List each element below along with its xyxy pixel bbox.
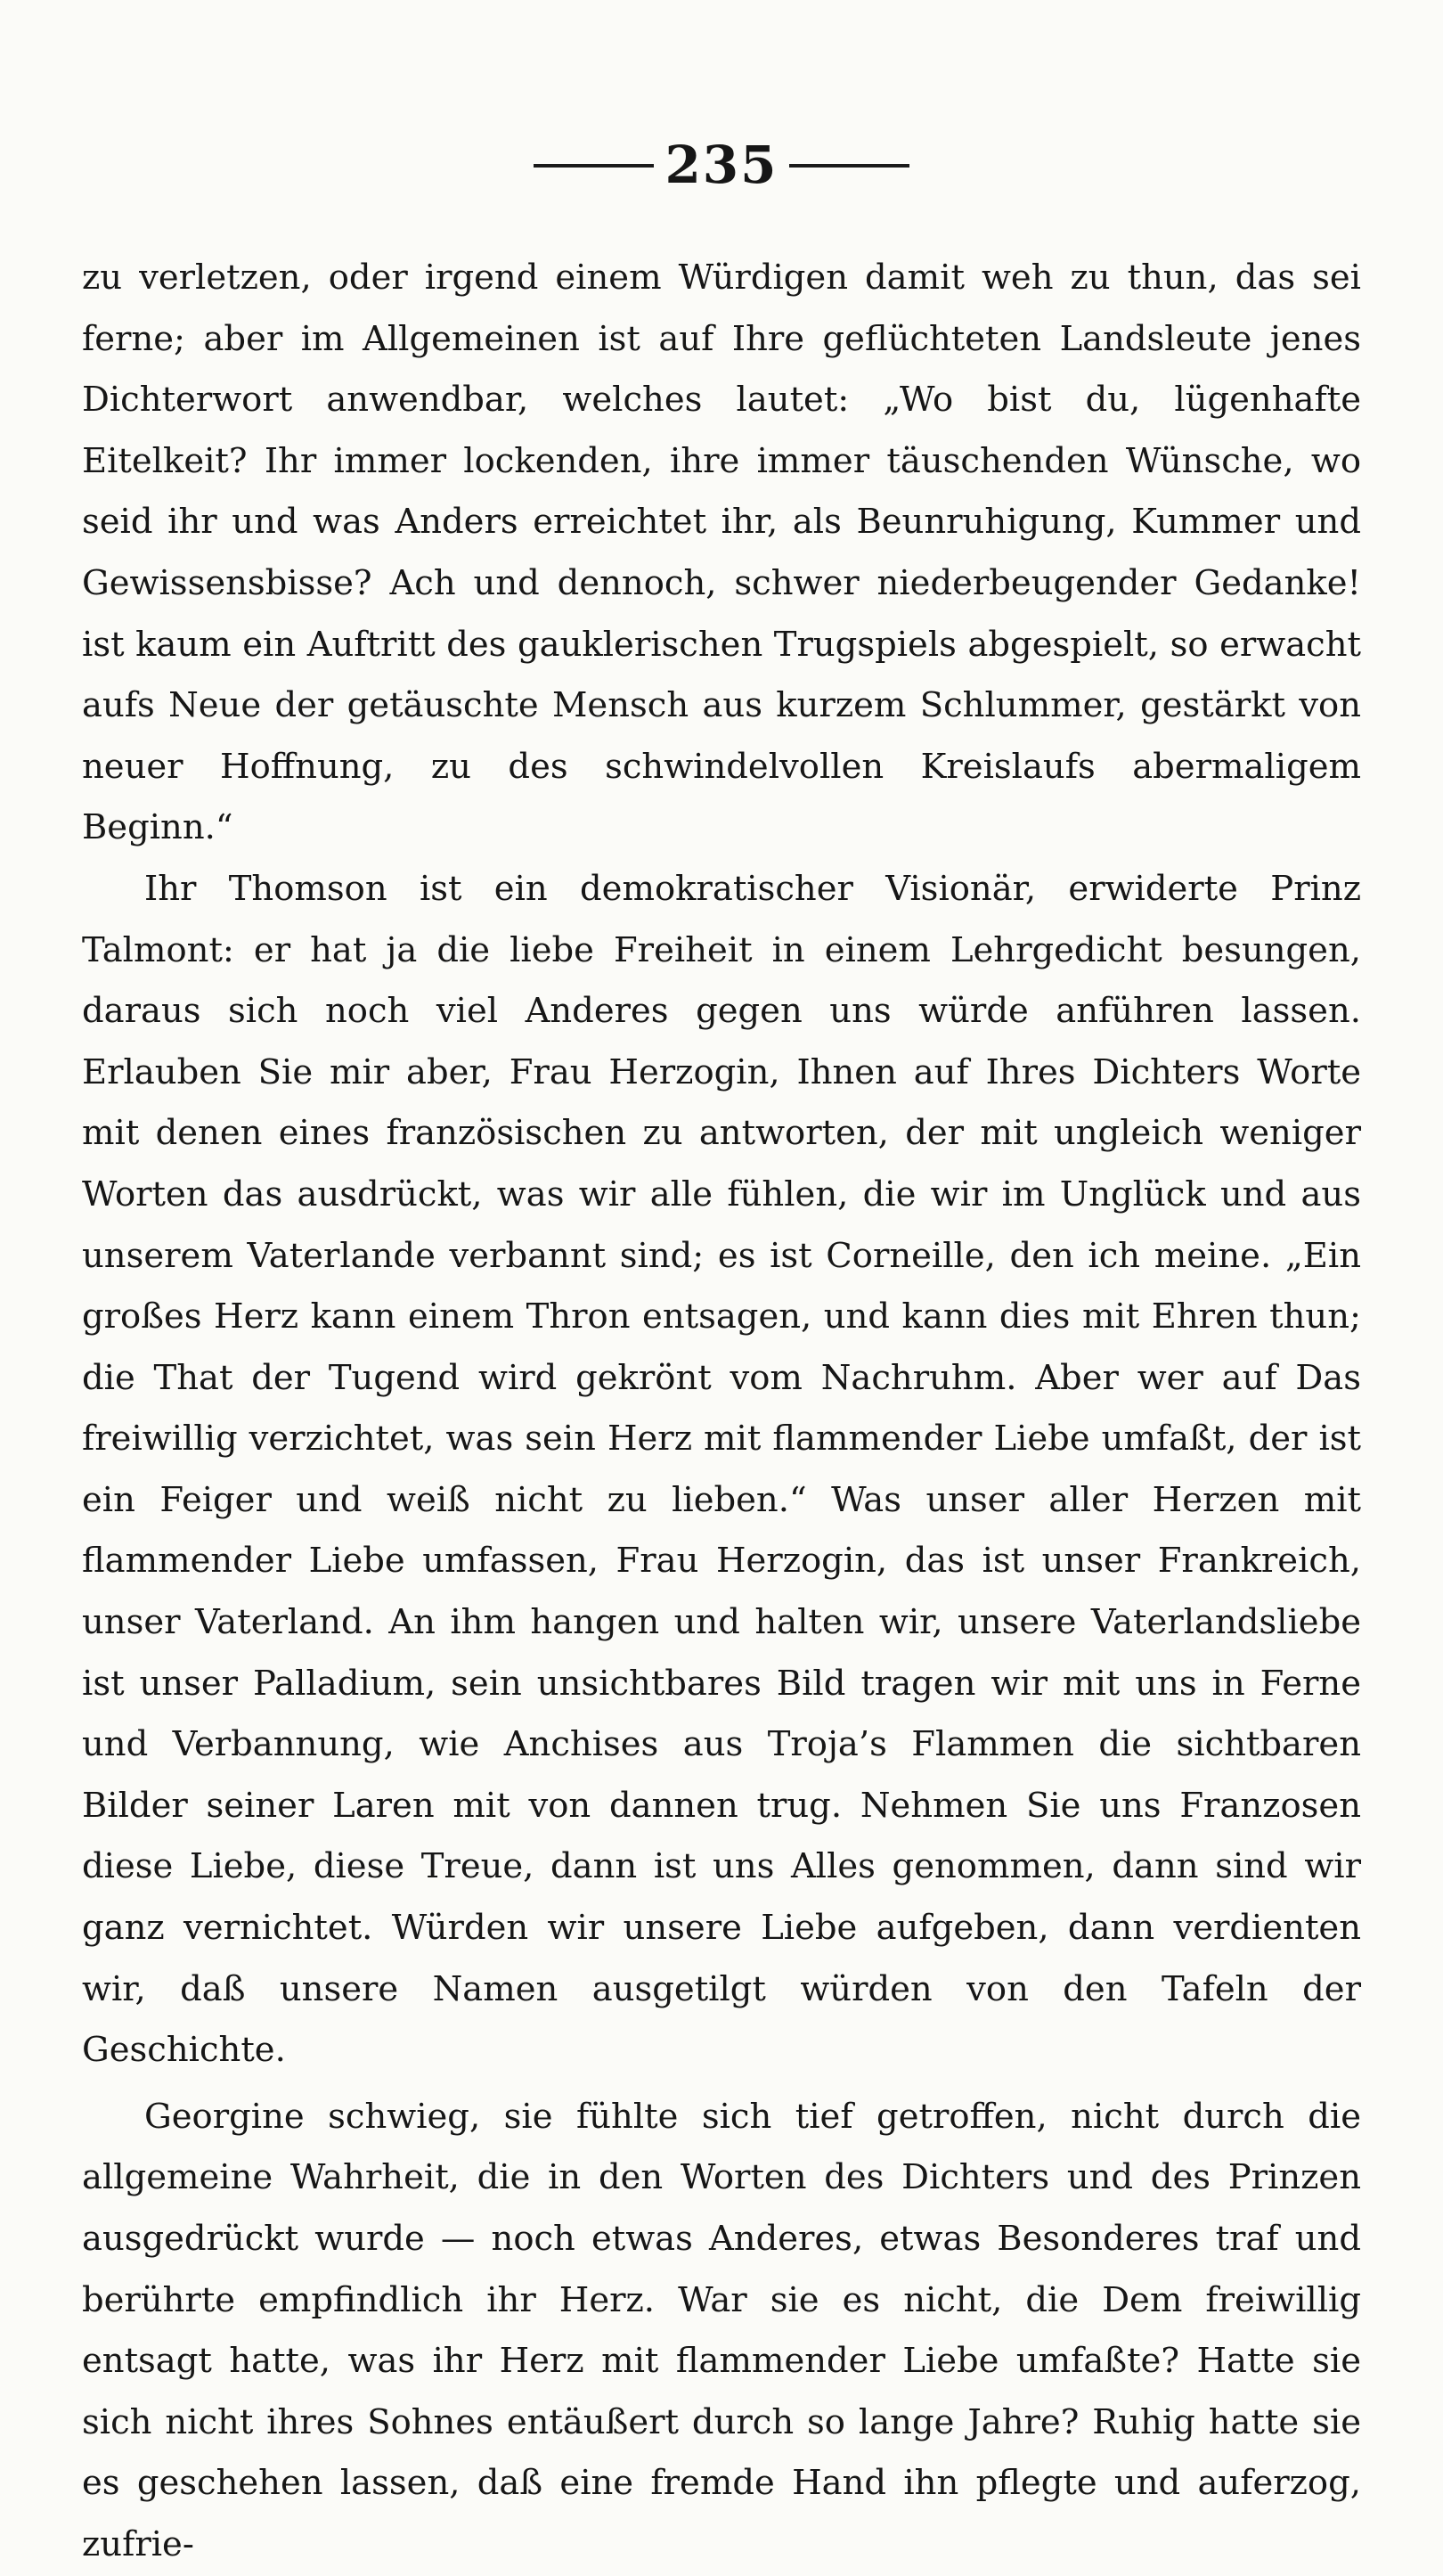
page-number: 235 (664, 135, 779, 195)
header-rule-left (534, 164, 654, 168)
header-rule-right (789, 164, 909, 168)
paragraph-continuation: zu verletzen, oder irgend einem Würdigen damit weh zu thun, das sei ferne; aber im Allgemeinen ist auf Ihre geflüchteten Landsleute jenes Dichterwort anwendbar, welches lautet: „Wo bist du, lügenhafte Eitelkeit? Ihr immer lockenden, ihre immer täuschenden Wünsche, wo seid ihr und was Anders erreichtet ihr, als Beunruhigung, Kummer und Gewissensbisse? Ach und dennoch, schwer niederbeugender Gedanke! ist kaum ein Auftritt des gauklerischen Trugspiels abgespielt, so erwacht aufs Neue der getäuschte Mensch aus kurzem Schlummer, gestärkt von neuer Hoffnung, zu des schwindelvollen Kreislaufs abermaligem Beginn.“ (82, 258, 1361, 848)
paragraph-georgine: Georgine schwieg, sie fühlte sich tief getroffen, nicht durch die allgemeine Wahrheit, die in den Worten des Dichters und des Prinzen ausgedrückt wurde — noch etwas Anderes, etwas Besonderes traf und berührte empfindlich ihr Herz. War sie es nicht, die Dem freiwillig entsagt hatte, was ihr Herz mit flammender Liebe umfaßte? Hatte sie sich nicht ihres Sohnes entäußert durch so lange Jahre? Ruhig hatte sie es geschehen lassen, daß eine fremde Hand ihn pflegte und auferzog, zufrie- (82, 2096, 1361, 2564)
body-text (82, 248, 1361, 2576)
paragraph-talmont-reply: Ihr Thomson ist ein demokratischer Visionär, erwiderte Prinz Talmont: er hat ja die liebe Freiheit in einem Lehrgedicht besungen, daraus sich noch viel Anderes gegen uns würde anführen lassen. Erlauben Sie mir aber, Frau Herzogin, Ihnen auf Ihres Dichters Worte mit denen eines französischen zu antworten, der mit ungleich weniger Worten das ausdrückt, was wir alle fühlen, die wir im Unglück und aus unserem Vaterlande verbannt sind; es ist Corneille, den ich meine. „Ein großes Herz kann einem Thron entsagen, und kann dies mit Ehren thun; die That der Tugend wird gekrönt vom Nachruhm. Aber wer auf Das freiwillig verzichtet, was sein Herz mit flammender Liebe umfaßt, der ist ein Feiger und weiß nicht zu lieben.“ Was unser aller Herzen mit flammender Liebe umfassen, Frau Herzogin, das ist unser Frankreich, unser Vaterland. An ihm hangen und halten wir, unsere Vaterlandsliebe ist unser Palladium, sein unsichtbares Bild tragen wir mit uns in Ferne und Verbannung, wie Anchises aus Troja’s Flammen die sichtbaren Bilder seiner Laren mit von dannen trug. Nehmen Sie uns Franzosen diese Liebe, diese Treue, dann ist uns Alles genommen, dann sind wir ganz vernichtet. Würden wir unsere Liebe aufgeben, dann verdienten wir, daß unsere Namen ausgetilgt würden von den Tafeln der Geschichte. (82, 868, 1361, 2071)
page-header (0, 134, 1443, 196)
